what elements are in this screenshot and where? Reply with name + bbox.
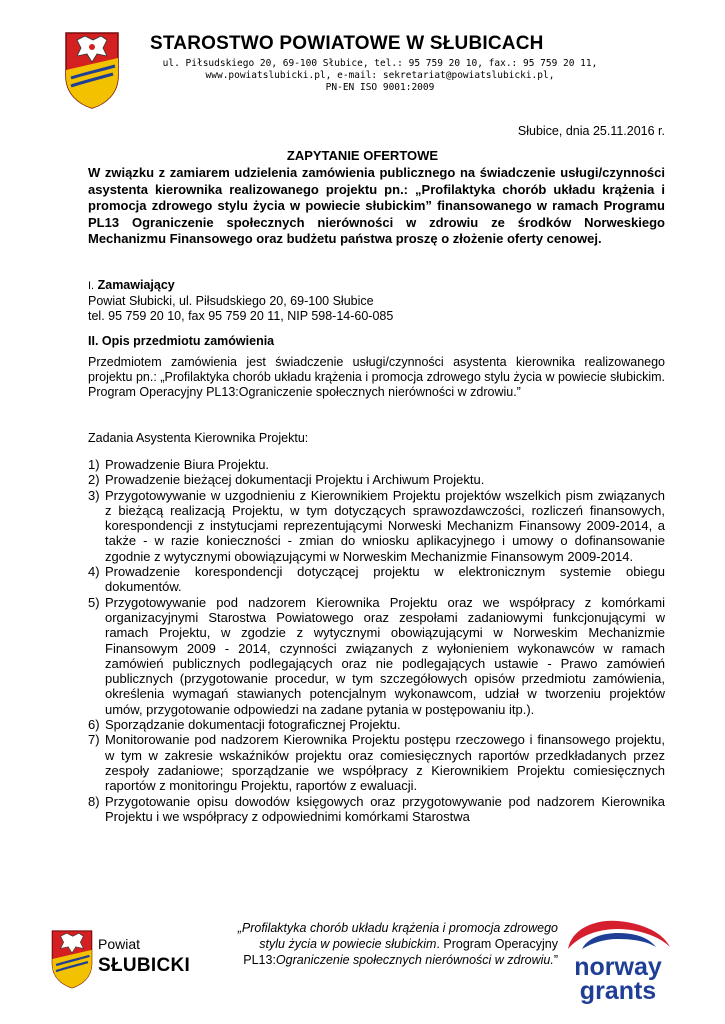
tasks-heading: Zadania Asystenta Kierownika Projektu: bbox=[88, 431, 309, 445]
norway-word: norway bbox=[574, 953, 662, 981]
task-item: 3) Przygotowywanie w uzgodnieniu z Kierownikiem Projektu projektów wszelkich pism związanych z bieżącą realizacją Projektu, w tym dotyczących sprawozdawczości, rozliczeń finansowych, korespondencji z instytucjami reprezentującymi Norweski Mechanizm Finansowy 2009-2014, a także - w razie konieczności - zmian do wniosku aplikacyjnego i umowy o dofinansowanie zgodnie z wytycznymi obowiązującymi w Norweskim Mechanizmie Finansowym 2009-2014. bbox=[88, 487, 665, 564]
ordering-party-address: Powiat Słubicki, ul. Piłsudskiego 20, 69-100 Słubice bbox=[88, 294, 374, 308]
section-1-heading: I. Zamawiający bbox=[88, 278, 175, 292]
task-item: 7) Monitorowanie pod nadzorem Kierownika Projektu postępu rzeczowego i finansowego projektu, w tym w zakresie wskaźników projektu oraz comiesięcznych raportów przedkładanych przez zespoły zadaniowe; sporządzanie we współpracy z Kierownikiem Projektu comiesięcznych raportów z monitoringu Projektu, raportów z ewaluacji. bbox=[88, 732, 665, 794]
ordering-party-contact: tel. 95 759 20 10, fax 95 759 20 11, NIP 598-14-60-085 bbox=[88, 309, 394, 323]
footer-project-note: „Profilaktyka chorób układu krążenia i promocja zdrowego stylu życia w powiecie słubickim. Program Operacyjny PL13:Ograniczenie społecznych nierówności w zdrowiu.” bbox=[237, 921, 558, 967]
order-description: Przedmiotem zamówienia jest świadczenie usługi/czynności asystenta kierownika realizowanego projektu pn.: „Profilaktyka chorób układu krążenia i promocja zdrowego stylu życia w powiecie słubickim. Program Operacyjny PL13:Ograniczenie społecznych nierówności w zdrowiu.” bbox=[88, 355, 665, 400]
office-iso: PN-EN ISO 9001:2009 bbox=[325, 82, 435, 93]
tasks-list bbox=[88, 457, 665, 824]
task-item: 6) Sporządzanie dokumentacji fotograficznej Projektu. bbox=[88, 717, 401, 733]
footer-logo-word2: SŁUBICKI bbox=[98, 955, 191, 976]
office-name: STAROSTWO POWIATOWE W SŁUBICACH bbox=[150, 33, 544, 54]
powiat-footer-crest bbox=[50, 924, 94, 994]
document-date: Słubice, dnia 25.11.2016 r. bbox=[517, 124, 665, 138]
grants-word: grants bbox=[579, 977, 657, 1005]
task-item: 5) Przygotowywanie pod nadzorem Kierownika Projektu oraz we współpracy z komórkami organizacyjnymi Starostwa Powiatowego oraz zespołami zadaniowymi funkcjonującymi w ramach Projektu, w zgodzie z wytycznymi obowiązującymi w Norweskim Mechanizmie Finansowym 2009 - 2014, czynności związanych z wyłonieniem wykonawców w ramach zamówień publicznych podlegających oraz nie podlegających ustawie - Prawo zamówień publicznych (przygotowanie procedur, w tym szczegółowych opisów przedmiotu zamówienia, określenia wymagań stawianych potencjalnym wykonawcom, udział w tworzeniu projektów umów, przygotowanie odpowiedzi na zadane pytania w postępowaniu itp.). bbox=[88, 594, 665, 717]
norway-grants-logo bbox=[562, 917, 674, 1005]
task-item: 1) Prowadzenie Biura Projektu. bbox=[88, 457, 270, 472]
footer-logo-word1: Powiat bbox=[98, 936, 141, 952]
powiat-crest-logo bbox=[63, 30, 121, 110]
task-item: 8) Przygotowanie opisu dowodów księgowych oraz przygotowywanie pod nadzorem Kierownika Projektu i we współpracy z odpowiednimi komórkami Starostwa bbox=[88, 793, 665, 824]
section-2-heading: II. Opis przedmiotu zamówienia bbox=[88, 334, 275, 348]
office-address: ul. Piłsudskiego 20, 69-100 Słubice, tel.: 95 759 20 10, fax.: 95 759 20 11, bbox=[162, 58, 598, 69]
intro-paragraph: W związku z zamiarem udzielenia zamówienia publicznego na świadczenie usługi/czynności asystenta kierownika realizowanego projektu pn.: „Profilaktyka chorób układu krążenia i promocja zdrowego stylu życia w powiecie słubickim” finansowanego w ramach Programu PL13 Ograniczenie społecznych nierówności w zdrowiu ze środków Norweskiego Mechanizmu Finansowego oraz budżetu państwa proszę o złożenie oferty cenowej. bbox=[88, 165, 665, 246]
document-title: ZAPYTANIE OFERTOWE bbox=[286, 148, 439, 163]
task-item: 4) Prowadzenie korespondencji dotyczącej projektu w elektronicznym systemie obiegu dokumentów. bbox=[88, 564, 665, 595]
office-web: www.powiatslubicki.pl, e-mail: sekretariat@powiatslubicki.pl, bbox=[205, 70, 555, 81]
task-item: 2) Prowadzenie bieżącej dokumentacji Projektu i Archiwum Projektu. bbox=[88, 472, 485, 488]
